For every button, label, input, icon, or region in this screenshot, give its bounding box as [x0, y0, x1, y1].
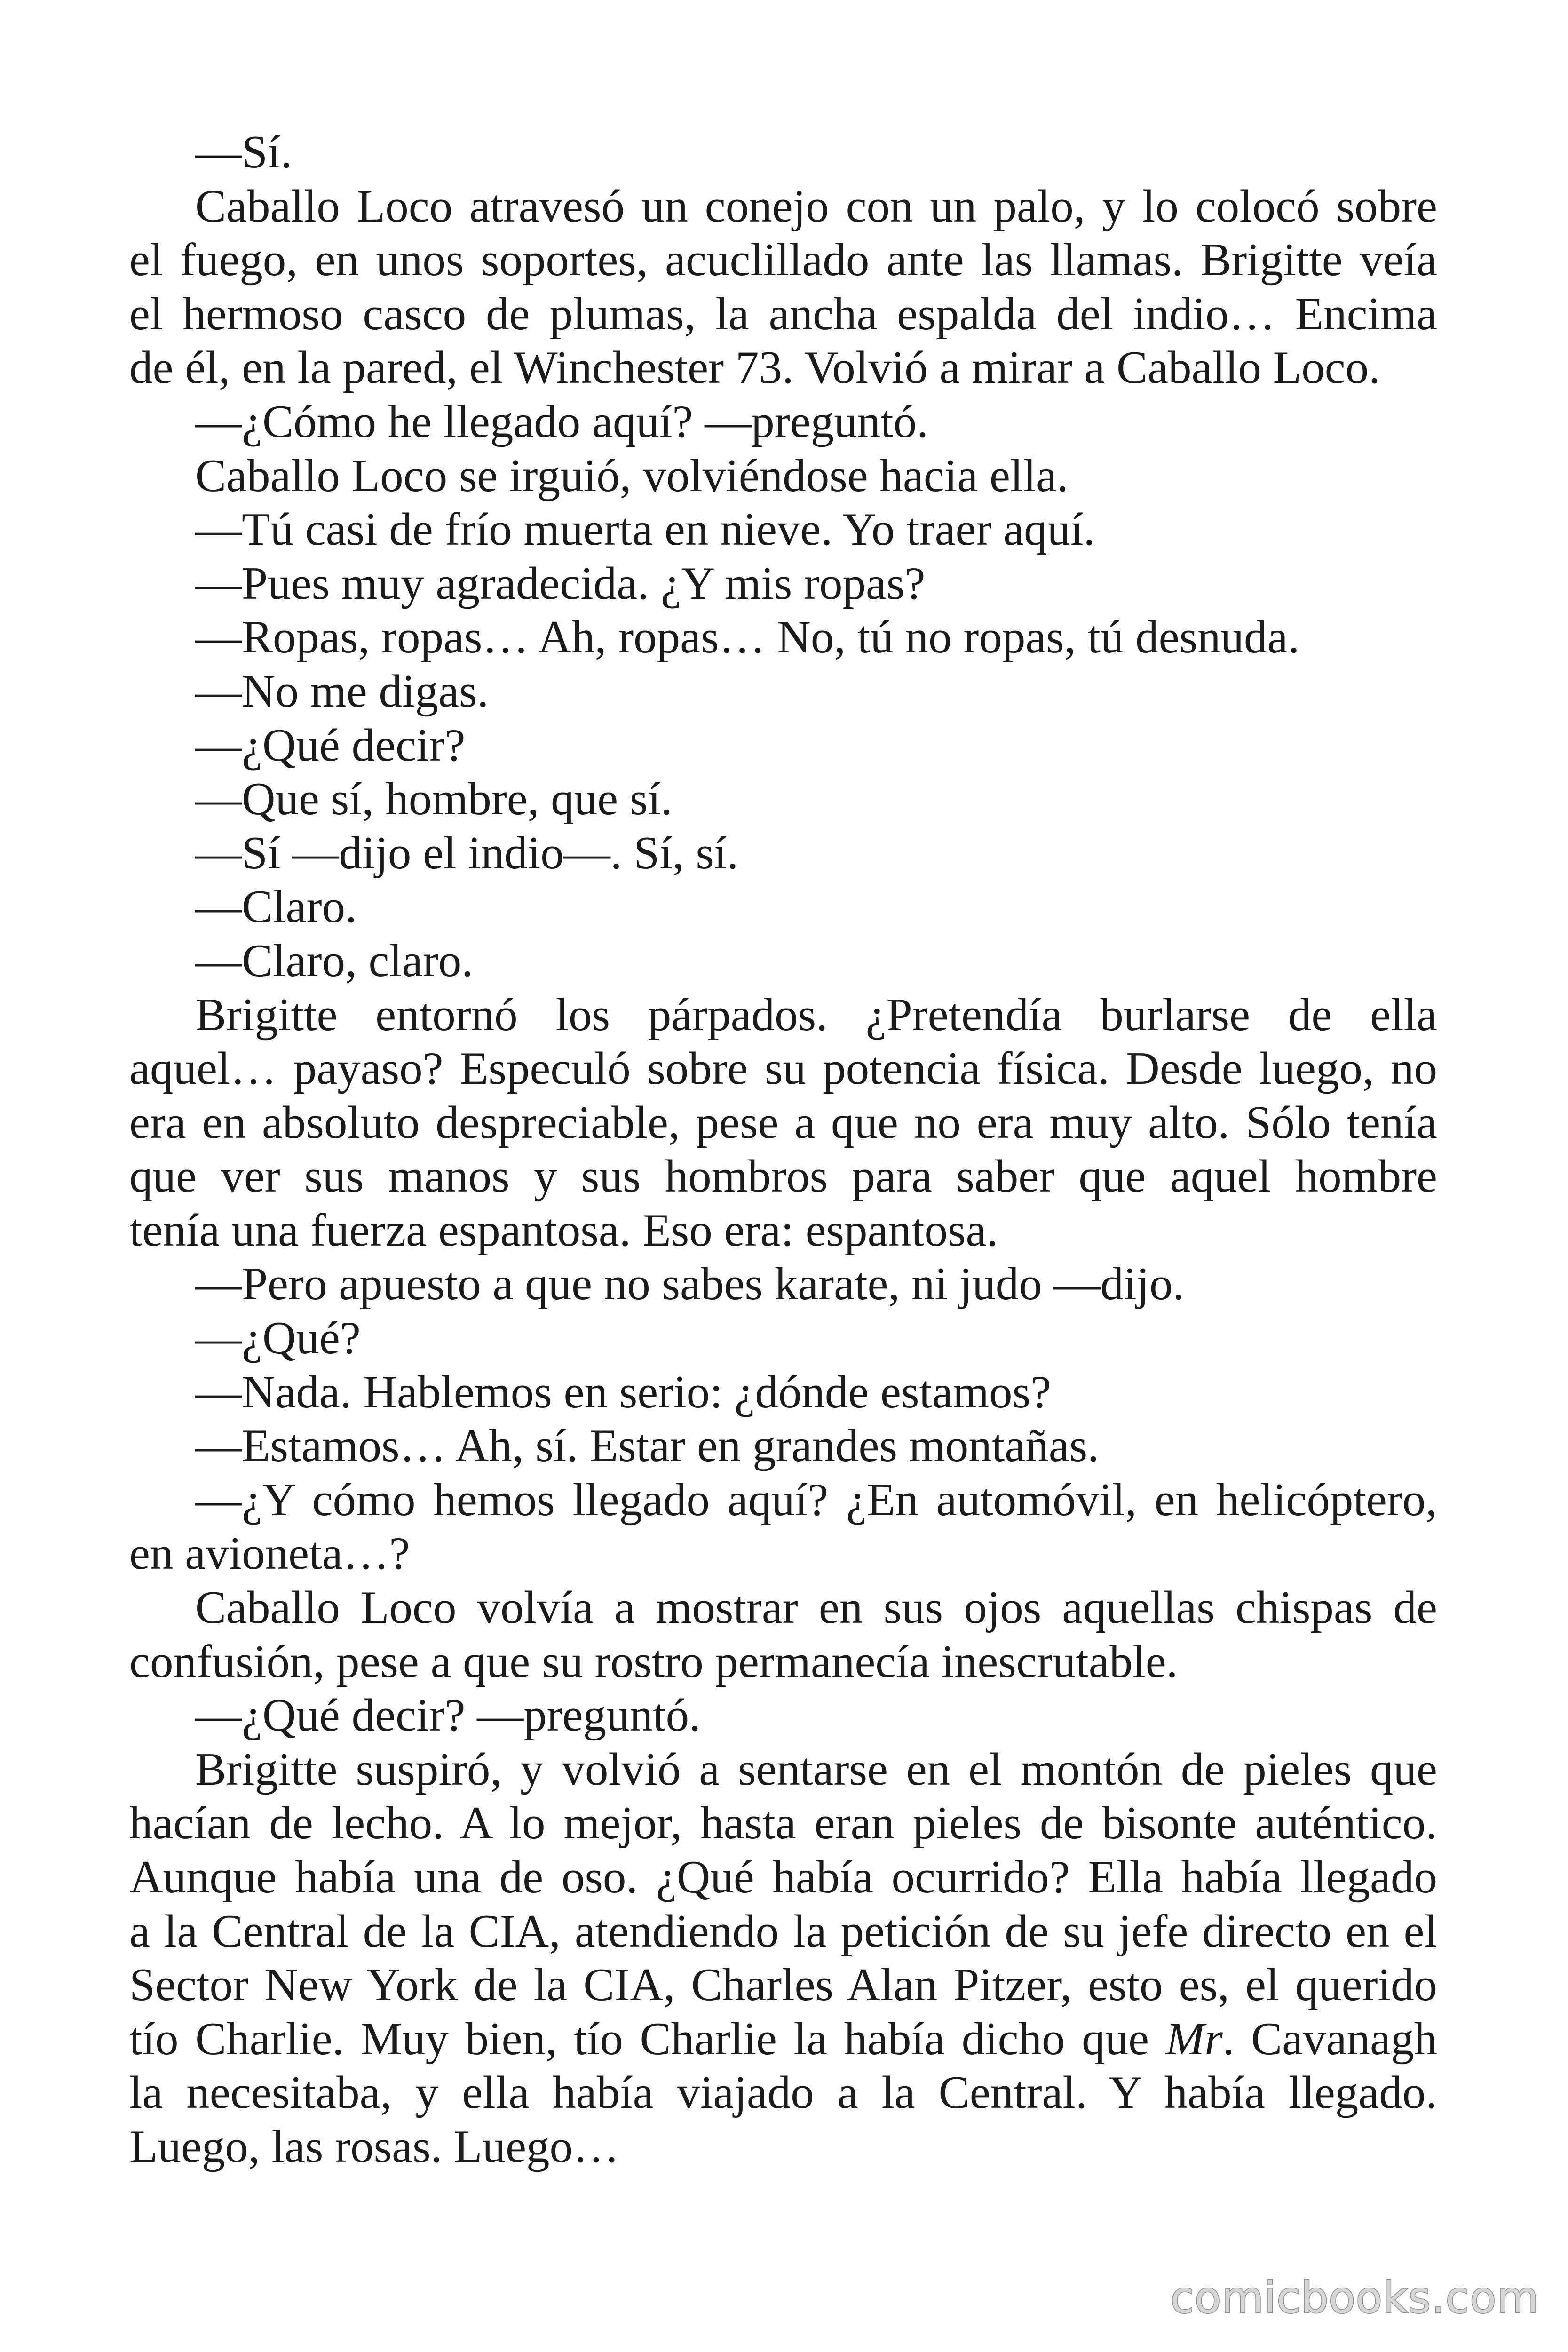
text-line: —¿Qué? [195, 1312, 361, 1364]
book-page [129, 126, 1437, 2174]
paragraph [129, 934, 1437, 988]
paragraph [129, 1366, 1437, 1420]
text-line: —¿Qué decir? —preguntó. [195, 1690, 701, 1741]
paragraph [129, 988, 1437, 1258]
text-line: Caballo Loco atravesó un conejo con un palo, y lo colocó sobre [195, 180, 1437, 232]
text-line: —Sí. [195, 127, 293, 178]
text-line: Luego, las rosas. Luego… [129, 2121, 620, 2172]
text-line: en avioneta…? [129, 1528, 410, 1580]
paragraph [129, 449, 1437, 503]
text-line: Caballo Loco volvía a mostrar en sus ojos aquellas chispas de [195, 1582, 1437, 1634]
text-segment: tío Charlie. Muy bien, tío Charlie la había dicho que [129, 2013, 1166, 2065]
text-line: tenía una fuerza espantosa. Eso era: espantosa. [129, 1204, 998, 1256]
text-line: —Claro. [195, 881, 357, 933]
paragraph [129, 1311, 1437, 1366]
text-line: Sector New York de la CIA, Charles Alan Pitzer, esto es, el querido [129, 1959, 1437, 2011]
paragraph [129, 126, 1437, 180]
paragraph [129, 880, 1437, 934]
paragraph [129, 395, 1437, 449]
text-line: Aunque había una de oso. ¿Qué había ocurrido? Ella había llegado [129, 1851, 1437, 1903]
text-line: era en absoluto despreciable, pese a que no era muy alto. Sólo tenía [129, 1097, 1437, 1148]
text-line: Brigitte entornó los párpados. ¿Pretendía burlarse de ella [195, 989, 1437, 1041]
paragraph [129, 772, 1437, 826]
text-line: hacían de lecho. A lo mejor, hasta eran pieles de bisonte auténtico. [129, 1797, 1437, 1849]
text-line: Caballo Loco se irguió, volviéndose hacia ella. [195, 450, 1069, 501]
text-line: confusión, pese a que su rostro permanecía inescrutable. [129, 1636, 1178, 1687]
paragraph [129, 557, 1437, 611]
paragraph [129, 1689, 1437, 1743]
paragraph [129, 719, 1437, 773]
text-line: —Nada. Hablemos en serio: ¿dónde estamos? [195, 1366, 1051, 1418]
paragraph [129, 1473, 1437, 1581]
paragraph [129, 1419, 1437, 1473]
paragraph [129, 665, 1437, 719]
paragraph [129, 826, 1437, 881]
text-segment: . Cavanagh [1222, 2013, 1437, 2065]
text-line: que ver sus manos y sus hombros para saber que aquel hombre [129, 1151, 1437, 1202]
text-line: —Que sí, hombre, que sí. [195, 773, 673, 825]
text-line: el fuego, en unos soportes, acuclillado ante las llamas. Brigitte veía [129, 234, 1437, 286]
text-line: —Pues muy agradecida. ¿Y mis ropas? [195, 557, 926, 609]
text-line: a la Central de la CIA, atendiendo la petición de su jefe directo en el [129, 1905, 1437, 1957]
italic-text: Mr [1165, 2013, 1223, 2065]
text-line: —Sí —dijo el indio—. Sí, sí. [195, 827, 739, 879]
text-line: —Ropas, ropas… Ah, ropas… No, tú no ropas, tú desnuda. [195, 612, 1300, 663]
text-line: Brigitte suspiró, y volvió a sentarse en el montón de pieles que [195, 1743, 1437, 1795]
paragraph [129, 1257, 1437, 1311]
paragraph [129, 503, 1437, 557]
text-line: —¿Qué decir? [195, 719, 466, 771]
text-line: —Tú casi de frío muerta en nieve. Yo traer aquí. [195, 504, 1095, 556]
text-line [129, 2012, 1437, 2066]
text-line: —Pero apuesto a que no sabes karate, ni judo —dijo. [195, 1258, 1185, 1310]
text-line: el hermoso casco de plumas, la ancha espalda del indio… Encima [129, 288, 1437, 340]
text-line: de él, en la pared, el Winchester 73. Volvió a mirar a Caballo Loco. [129, 342, 1380, 394]
paragraph [129, 1581, 1437, 1689]
text-line: —¿Cómo he llegado aquí? —preguntó. [195, 396, 928, 447]
text-line: —No me digas. [195, 665, 489, 717]
text-line: —¿Y cómo hemos llegado aquí? ¿En automóvil, en helicóptero, [195, 1474, 1437, 1526]
paragraph [129, 611, 1437, 665]
watermark-logo: comicbooks.com [1170, 2273, 1539, 2323]
text-line: —Claro, claro. [195, 935, 474, 986]
paragraph [129, 180, 1437, 395]
paragraph [129, 1743, 1437, 2174]
text-line: aquel… payaso? Especuló sobre su potencia física. Desde luego, no [129, 1043, 1437, 1095]
text-line: la necesitaba, y ella había viajado a la Central. Y había llegado. [129, 2067, 1437, 2119]
text-line: —Estamos… Ah, sí. Estar en grandes montañas. [195, 1420, 1099, 1472]
